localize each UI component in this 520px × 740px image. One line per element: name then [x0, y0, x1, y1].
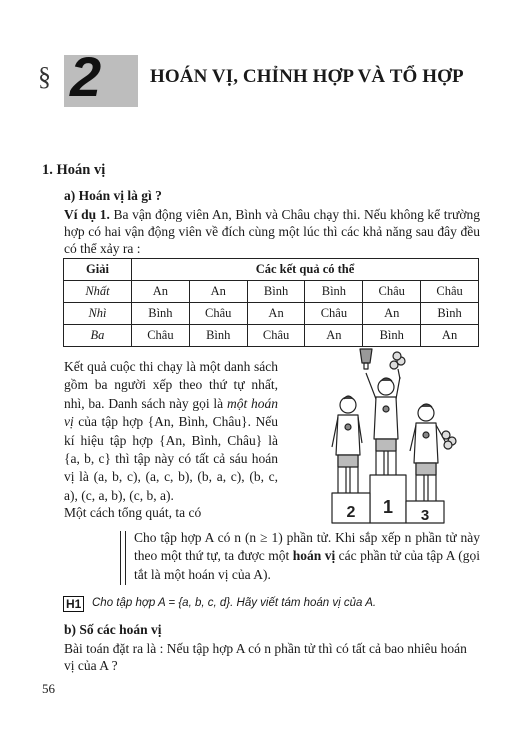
section-number: 2: [70, 45, 102, 108]
intro-text-1: Kết quả cuộc thi chạy là một danh sách gồm ba người xếp theo thứ tự nhất, nhì, ba. Danh sách này gọi là: [64, 359, 278, 411]
section-sign: §: [38, 62, 51, 91]
table-cell: Bình: [363, 325, 421, 347]
table-cell: An: [305, 325, 363, 347]
athlete-second: [332, 396, 362, 493]
podium-label-third: 3: [420, 507, 430, 524]
subheading-number-of-permutations: b) Số các hoán vị: [64, 622, 162, 637]
table-row: [64, 303, 479, 325]
table-cell: Bình: [132, 303, 190, 325]
intro-text-2: của tập hợp {An, Bình, Châu}. Nếu kí hiệu tập hợp {An, Bình, Châu} là {a, b, c} thì tập này có tất cả sáu hoán vị là (a, b, c), (a, c, b), (b, a, c), (b, c, a), (c, a, b), (c, b, a).: [64, 414, 278, 503]
definition-term: hoán vị: [292, 548, 336, 564]
page-number: 56: [42, 681, 55, 696]
table-cell-rank: Nhì: [64, 303, 132, 325]
table-cell: An: [247, 303, 305, 325]
table-cell-rank: Nhất: [64, 281, 132, 303]
athlete-first: [360, 349, 405, 475]
intro-term: một hoán vị: [64, 395, 278, 430]
table-cell: Bình: [189, 325, 247, 347]
table-cell: An: [132, 281, 190, 303]
table-cell-rank: Ba: [64, 325, 132, 347]
podium-illustration: [322, 343, 462, 525]
subheading-what-is-permutation: a) Hoán vị là gì ?: [64, 188, 162, 203]
table-header-results: Các kết quả có thể: [132, 259, 479, 281]
table-header-rank: Giải: [64, 259, 132, 281]
definition-text-1: Cho tập hợp A có n (n ≥ 1) phần tử. Khi sắp xếp n phần tử này theo một thứ tự, ta được một: [134, 530, 480, 564]
heading-permutation: 1. Hoán vị: [42, 162, 106, 178]
definition-bar: [120, 531, 126, 585]
table-cell: An: [421, 325, 479, 347]
table-cell: Bình: [305, 281, 363, 303]
podium-label-second: 2: [346, 504, 356, 521]
table-cell: Châu: [305, 303, 363, 325]
table-cell: Bình: [247, 281, 305, 303]
example-1-text: Ba vận động viên An, Bình và Châu chạy thi. Nếu không kể trường hợp có hai vận động viên về đích cùng một lúc thì các khả năng sau đây đều có thể xảy ra :: [64, 207, 480, 256]
table-cell: An: [363, 303, 421, 325]
h1-badge: H1: [63, 596, 84, 612]
general-statement: Một cách tổng quát, ta có: [64, 505, 202, 520]
problem-paragraph: Bài toán đặt ra là : Nếu tập hợp A có n phần tử thì có tất cả bao nhiêu hoán vị của A ?: [64, 641, 467, 673]
table-cell: Châu: [247, 325, 305, 347]
table-cell: An: [189, 281, 247, 303]
table-cell: Châu: [189, 303, 247, 325]
table-cell: Châu: [363, 281, 421, 303]
table-header-row: [64, 259, 479, 281]
h1-question: Cho tập hợp A = {a, b, c, d}. Hãy viết tám hoán vị của A.: [92, 597, 377, 609]
results-table: [63, 258, 479, 347]
table-cell: Châu: [132, 325, 190, 347]
definition-text-2: các phần tử của tập A (gọi tắt là một hoán vị của A).: [134, 548, 480, 582]
example-1-label: Ví dụ 1.: [64, 207, 110, 222]
table-cell: Châu: [421, 281, 479, 303]
definition-paragraph: [134, 529, 480, 584]
intro-paragraph: [64, 358, 278, 505]
example-1-paragraph: [64, 206, 480, 257]
athlete-third: [410, 404, 456, 501]
table-row: [64, 281, 479, 303]
section-title: HOÁN VỊ, CHỈNH HỢP VÀ TỔ HỢP: [150, 66, 464, 87]
podium-label-first: 1: [382, 497, 394, 517]
table-cell: Bình: [421, 303, 479, 325]
